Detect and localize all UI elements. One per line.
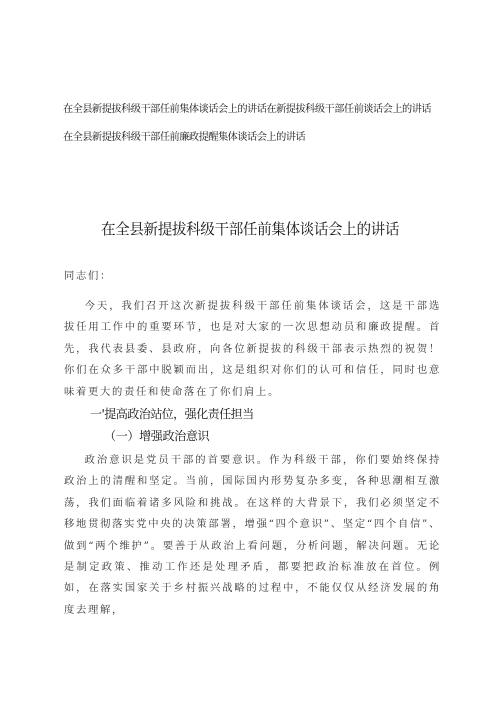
subsection-heading: （一）增强政治意识: [104, 429, 210, 444]
paragraph: 今天，我们召开这次新提拔科级干部任前集体谈话会，这是干部选拔任用工作中的重要环节，也是对大家的一次思想动员和廉政提醒。首先，我代表县委、县政府，向各位新提拔的科级干部表示热烈的祝贺！你们在众多干部中脱颖而出，这是组织对你们的认可和信任，同时也意味着更大的责任和使命落在了你们肩上。: [64, 300, 441, 398]
table-of-contents: [63, 102, 443, 146]
toc-item: 在全县新提拔科级干部任前廉政提醒集体谈话会上的讲话: [63, 132, 306, 143]
toc-item: 在全县新提拔科级干部任前集体谈话会上的讲话在新提拔科级干部任前谈话会上的讲话: [63, 104, 432, 115]
document-title: 在全县新提拔科级干部任前集体谈话会上的讲话: [100, 221, 400, 238]
paragraph: 政治意识是党员干部的首要意识。作为科级干部，你们要始终保持政治上的清醒和坚定。当前，国际国内形势复杂多变，各种思潮相互激荡，我们面临着诸多风险和挑战。在这样的大背景下，我们必须坚定不移地贯彻落实党中央的决策部署，增强“四个意识”、坚定“四个自信”、做到“两个维护”。要善于从政治上看问题，分析问题，解决问题。无论是制定政策、推动工作还是处理矛盾，都要把政治标准放在首位。例如，在落实国家关于乡村振兴战略的过程中，不能仅仅从经济发展的角度去理解，: [64, 454, 441, 616]
document-body: [64, 266, 441, 621]
salutation: 同志们：: [64, 270, 112, 282]
section-heading: 一'提高政治站位，强化责任担当: [90, 407, 254, 422]
